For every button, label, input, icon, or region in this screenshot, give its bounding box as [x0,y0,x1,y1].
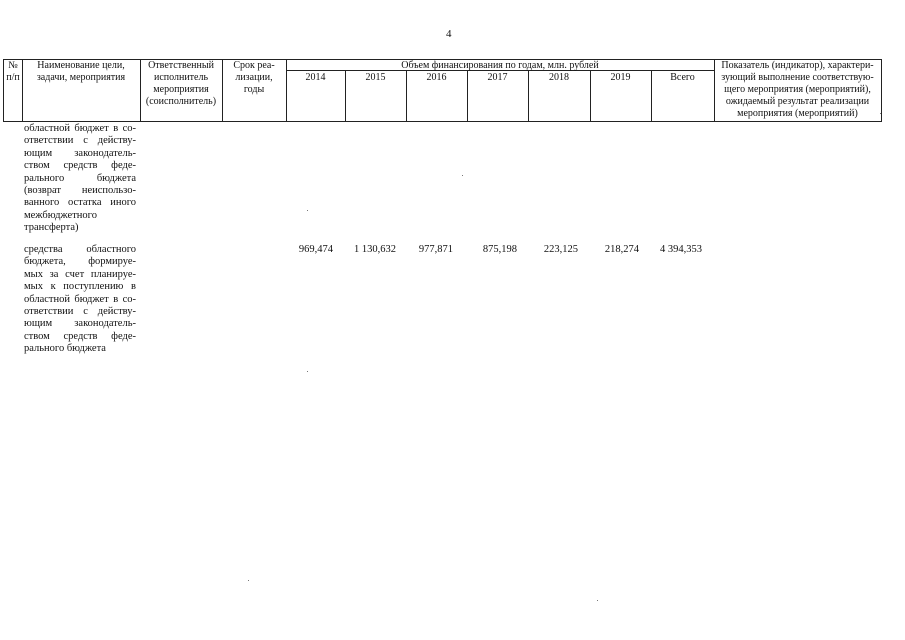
header-year-2016: 2016 [426,72,447,83]
header-year-2018: 2018 [549,72,569,83]
row-2-value-2016: 977,871 [418,244,453,255]
row-2-value-2015: 1 130,632 [354,244,396,255]
header-col-indicator: Показатель (индикатор), характери- зующий выполнение соответствую- щего мероприятия (мероприятий), ожидаемый результат реализации мероприятия (мероприятий) [721,60,874,119]
scan-speck [307,371,308,372]
scan-speck [248,580,249,581]
header-col-responsible: Ответственный исполнитель мероприятия (соисполнитель) [145,60,217,107]
header-col-name: Наименование цели, задачи, мероприятия [36,60,126,83]
header-year-2015: 2015 [365,72,386,83]
row-2-value-2014: 969,474 [298,244,333,255]
header-year-2017: 2017 [487,72,508,83]
scan-speck [307,210,308,211]
scan-speck [597,600,598,601]
header-col-term: Срок реа- лизации, годы [233,60,275,95]
row-1-name: областной бюджет в со- ответствии с действу- ющим законодатель- ством средств феде- рального бюджета (возврат неиспользо- ванного остатка иного межбюджетного трансферта) [24,123,136,234]
header-col-num: № п/п [6,60,20,83]
header-col-funding: Объем финансирования по годам, млн. рублей [401,60,599,71]
page-number: 4 [446,28,452,40]
row-2-value-total: 4 394,353 [660,244,702,255]
header-total: Всего [670,72,695,83]
row-2-name: средства областного бюджета, формируе- мых за счет планируе- мых к поступлению в областной бюджет в со- ответствии с действу- ющим законодатель- ством средств феде- рального бюджета [24,244,136,355]
scan-speck [880,113,881,114]
header-year-2019: 2019 [610,72,631,83]
scan-speck [462,175,463,176]
row-2-value-2019: 218,274 [604,244,639,255]
row-2-value-2018: 223,125 [543,244,578,255]
header-year-2014: 2014 [305,72,326,83]
row-2-value-2017: 875,198 [482,244,517,255]
